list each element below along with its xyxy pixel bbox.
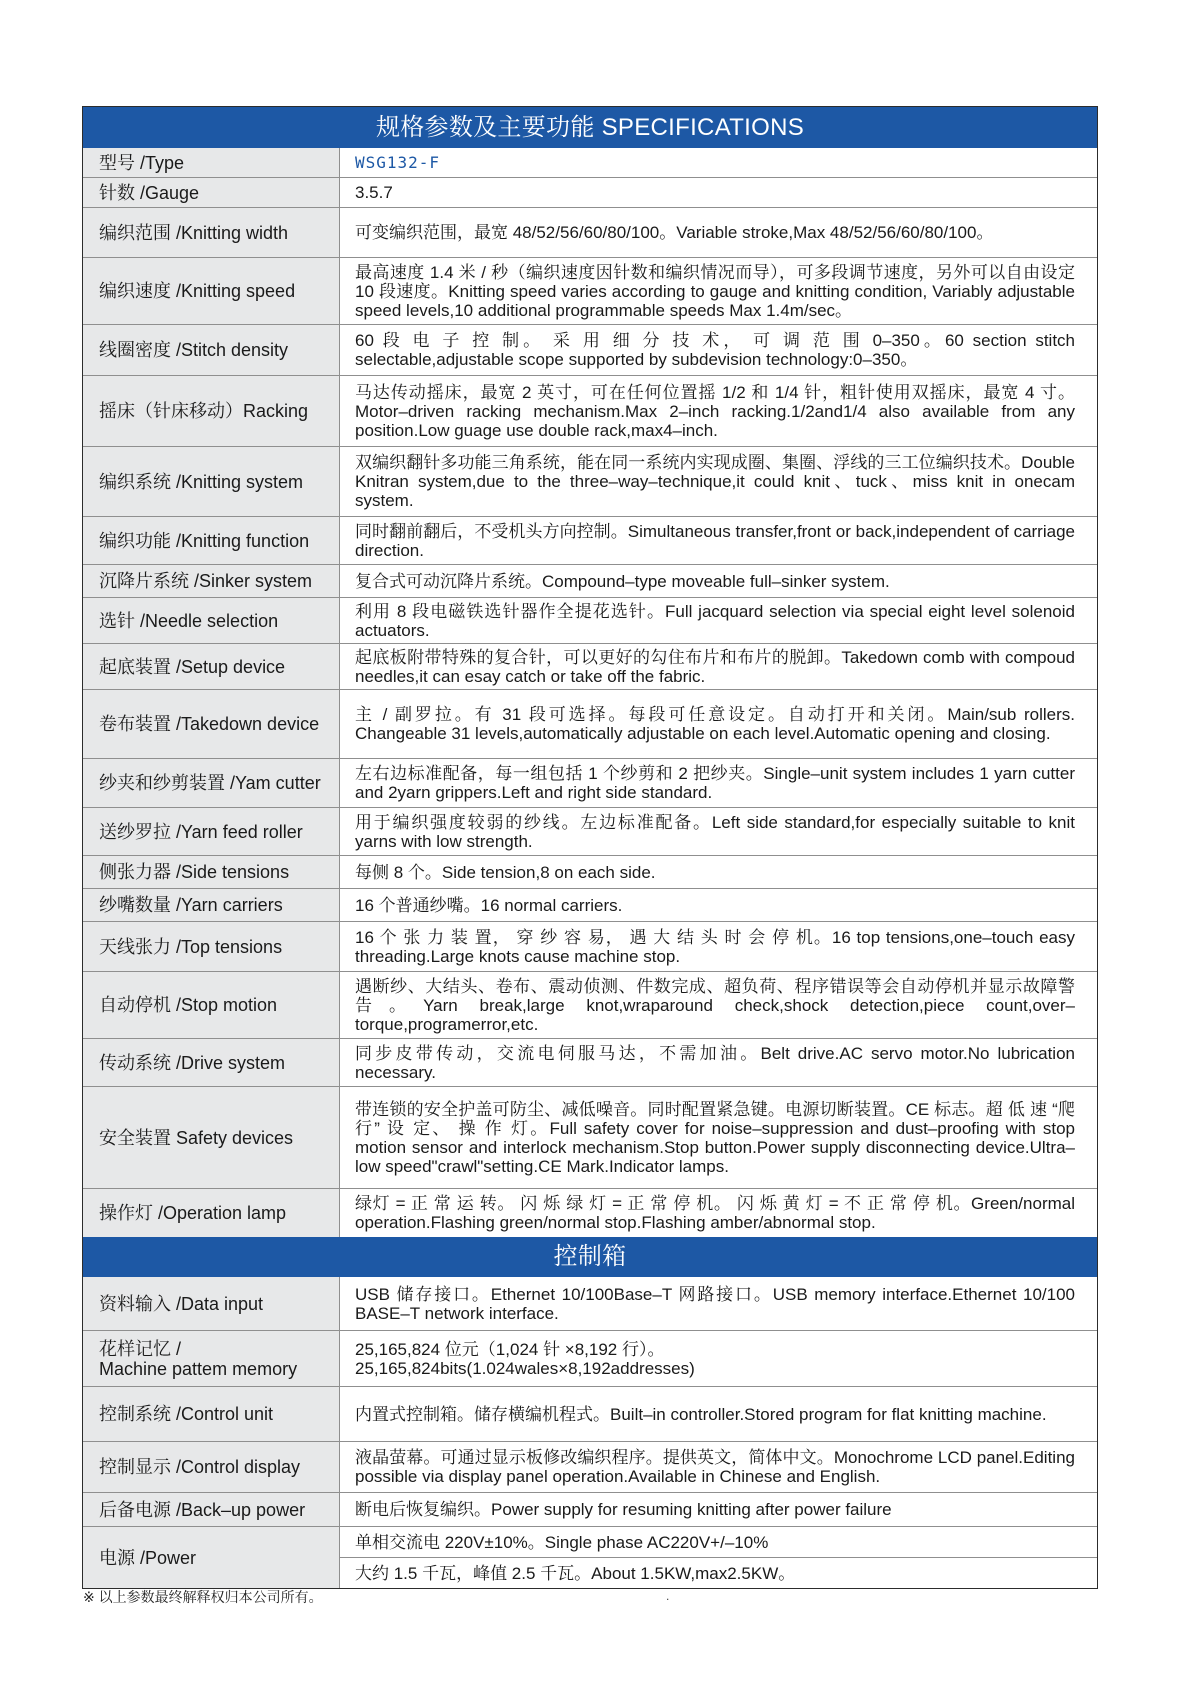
spec-row	[83, 972, 1097, 1039]
control-label: 花样记忆 / Machine pattem memory	[83, 1331, 340, 1386]
spec-label: 纱夹和纱剪装置 /Yam cutter	[83, 759, 340, 807]
spec-label: 选针 /Needle selection	[83, 598, 340, 643]
spec-row	[83, 856, 1097, 889]
spec-value: 16 个普通纱嘴。16 normal carriers.	[355, 895, 623, 915]
power-voltage: 单相交流电 220V±10%。Single phase AC220V+/–10%	[340, 1527, 1097, 1558]
spec-value: 遇断纱、大结头、卷布、震动侦测、件数完成、超负荷、程序错误等会自动停机并显示故障警告。Yarn break,large knot,wraparound check,shock detection,piece count,over–torque,programerror,etc.	[355, 976, 1075, 1034]
spec-value: 同步皮带传动，交流电伺服马达，不需加油。Belt drive.AC servo motor.No lubrication necessary.	[355, 1043, 1075, 1082]
control-label: 资料输入 /Data input	[83, 1277, 340, 1330]
spec-table	[82, 106, 1098, 1589]
spec-label: 型号 /Type	[83, 148, 340, 177]
spec-row	[83, 258, 1097, 325]
footnote: ※ 以上参数最终解释权归本公司所有。	[83, 1589, 323, 1605]
spec-label: 线圈密度 /Stitch density	[83, 325, 340, 375]
spec-value: 同时翻前翻后，不受机头方向控制。Simultaneous transfer,front or back,independent of carriage direction.	[355, 521, 1075, 560]
spec-title: 规格参数及主要功能 SPECIFICATIONS	[83, 107, 1097, 148]
control-label: 控制系统 /Control unit	[83, 1387, 340, 1441]
spec-value: 最高速度 1.4 米 / 秒（编织速度因针数和编织情况而导），可多段调节速度，另外可以自由设定 10 段速度。Knitting speed varies according to gauge and knitting condition, Variably adjustable speed levels,10 additional programmable speeds Max 1.4m/sec。	[355, 262, 1075, 320]
control-value: 内置式控制箱。储存横编机程式。Built–in controller.Stored program for flat knitting machine.	[355, 1404, 1047, 1424]
spec-value: 利用 8 段电磁铁选针器作全提花选针。Full jacquard selection via special eight level solenoid actuators.	[355, 601, 1075, 640]
spec-label: 编织功能 /Knitting function	[83, 517, 340, 564]
power-label: 电源 /Power	[83, 1527, 340, 1588]
spec-label: 安全装置 Safety devices	[83, 1087, 340, 1188]
control-label: 后备电源 /Back–up power	[83, 1493, 340, 1526]
spec-value: 16 个 张 力 装 置， 穿 纱 容 易， 遇 大 结 头 时 会 停 机。16 top tensions,one–touch easy threading.Large knots cause machine stop.	[355, 927, 1075, 966]
control-value: USB 储存接口。Ethernet 10/100Base–T 网路接口。USB memory interface.Ethernet 10/100 BASE–T network interface.	[355, 1284, 1075, 1323]
spec-row	[83, 1087, 1097, 1189]
spec-label: 针数 /Gauge	[83, 178, 340, 207]
power-values	[340, 1527, 1097, 1588]
spec-label: 纱嘴数量 /Yarn carriers	[83, 889, 340, 921]
spec-label: 侧张力器 /Side tensions	[83, 856, 340, 888]
power-row	[83, 1527, 1097, 1588]
control-value: 断电后恢复编织。Power supply for resuming knitting after power failure	[355, 1500, 892, 1519]
spec-label: 传动系统 /Drive system	[83, 1039, 340, 1086]
spec-value: 复合式可动沉降片系统。Compound–type moveable full–sinker system.	[355, 571, 890, 591]
spec-row	[83, 1039, 1097, 1087]
control-row	[83, 1331, 1097, 1387]
spec-row	[83, 148, 1097, 178]
spec-row	[83, 889, 1097, 922]
spec-label: 编织系统 /Knitting system	[83, 447, 340, 516]
spec-value: 每侧 8 个。Side tension,8 on each side.	[355, 862, 656, 882]
control-row	[83, 1442, 1097, 1493]
control-box-title: 控制箱	[83, 1237, 1097, 1277]
spec-label: 卷布装置 /Takedown device	[83, 690, 340, 758]
spec-label: 操作灯 /Operation lamp	[83, 1189, 340, 1237]
spec-label: 起底装置 /Setup device	[83, 644, 340, 689]
spec-label: 编织范围 /Knitting width	[83, 208, 340, 257]
spec-value: 用于编织强度较弱的纱线。左边标准配备。Left side standard,for especially suitable to knit yarns with low strength.	[355, 812, 1075, 851]
spec-value: 主 / 副罗拉。有 31 段可选择。每段可任意设定。自动打开和关闭。Main/sub rollers. Changeable 31 levels,automatically adjustable on each level.Automatic opening and closing.	[355, 705, 1075, 743]
spec-row	[83, 808, 1097, 856]
spec-label: 摇床（针床移动）Racking	[83, 376, 340, 446]
spec-row	[83, 517, 1097, 565]
spec-value: 60 段 电 子 控 制。 采 用 细 分 技 术， 可 调 范 围 0–350。60 section stitch selectable,adjustable scope supported by subdevision technology:0–350。	[355, 331, 1075, 369]
spec-row	[83, 208, 1097, 258]
control-row	[83, 1387, 1097, 1442]
spec-row	[83, 598, 1097, 644]
spec-row	[83, 644, 1097, 690]
spec-row	[83, 690, 1097, 759]
spec-value: 左右边标准配备，每一组包括 1 个纱剪和 2 把纱夹。Single–unit system includes 1 yarn cutter and 2yarn grippers.Left and right side standard.	[355, 764, 1075, 802]
model-number: WSG132-F	[355, 153, 441, 172]
spec-value	[340, 148, 1097, 177]
control-value: 25,165,824 位元（1,024 针 ×8,192 行）。 25,165,824bits(1.024wales×8,192addresses)	[355, 1339, 695, 1378]
spec-value: 双编织翻针多功能三角系统，能在同一系统内实现成圈、集圈、浮线的三工位编织技术。Double Knitran system,due to the three–way–technique,it could knit、tuck、miss knit in onecam system.	[355, 453, 1075, 510]
control-row	[83, 1493, 1097, 1527]
control-label: 控制显示 /Control display	[83, 1442, 340, 1492]
page-dot: .	[666, 1589, 670, 1603]
spec-label: 天线张力 /Top tensions	[83, 922, 340, 971]
spec-value: 马达传动摇床，最宽 2 英寸，可在任何位置摇 1/2 和 1/4 针，粗针使用双摇床，最宽 4 寸。Motor–driven racking mechanism.Max 2–inch racking.1/2and1/4 also available from any position.Low guage use double rack,max4–inch.	[355, 382, 1075, 440]
spec-value: 起底板附带特殊的复合针，可以更好的勾住布片和布片的脱卸。Takedown comb with compoud needles,it can esay catch or take off the fabric.	[355, 647, 1075, 686]
power-consumption: 大约 1.5 千瓦，峰值 2.5 千瓦。About 1.5KW,max2.5KW。	[355, 1563, 796, 1583]
spec-value: 带连锁的安全护盖可防尘、减低噪音。同时配置紧急键。电源切断装置。CE 标志。超 低 速 “爬 行” 设 定、 操 作 灯。Full safety cover for noise–suppression and dust–proofing with stop motion sensor and interlock mechanism.Stop button.Power supply disconnecting device.Ultra–low speed"crawl"setting.CE Mark.Indicator lamps.	[355, 1099, 1075, 1176]
spec-value: 可变编织范围，最宽 48/52/56/60/80/100。Variable stroke,Max 48/52/56/60/80/100。	[355, 223, 994, 242]
spec-row	[83, 565, 1097, 598]
spec-row	[83, 178, 1097, 208]
spec-label: 自动停机 /Stop motion	[83, 972, 340, 1038]
spec-row	[83, 759, 1097, 808]
spec-value: 绿灯 = 正 常 运 转。 闪 烁 绿 灯 = 正 常 停 机。 闪 烁 黄 灯 = 不 正 常 停 机。Green/normal operation.Flashing green/normal stop.Flashing amber/abnormal stop.	[355, 1194, 1075, 1232]
control-row	[83, 1277, 1097, 1331]
spec-row	[83, 376, 1097, 447]
control-value: 液晶萤幕。可通过显示板修改编织程序。提供英文，简体中文。Monochrome LCD panel.Editing possible via display panel operation.Available in Chinese and English.	[355, 1448, 1075, 1486]
spec-value: 3.5.7	[355, 183, 393, 202]
spec-label: 沉降片系统 /Sinker system	[83, 565, 340, 597]
spec-label: 编织速度 /Knitting speed	[83, 258, 340, 324]
spec-label: 送纱罗拉 /Yarn feed roller	[83, 808, 340, 855]
spec-row	[83, 325, 1097, 376]
spec-row	[83, 1189, 1097, 1237]
spec-row	[83, 922, 1097, 972]
spec-row	[83, 447, 1097, 517]
